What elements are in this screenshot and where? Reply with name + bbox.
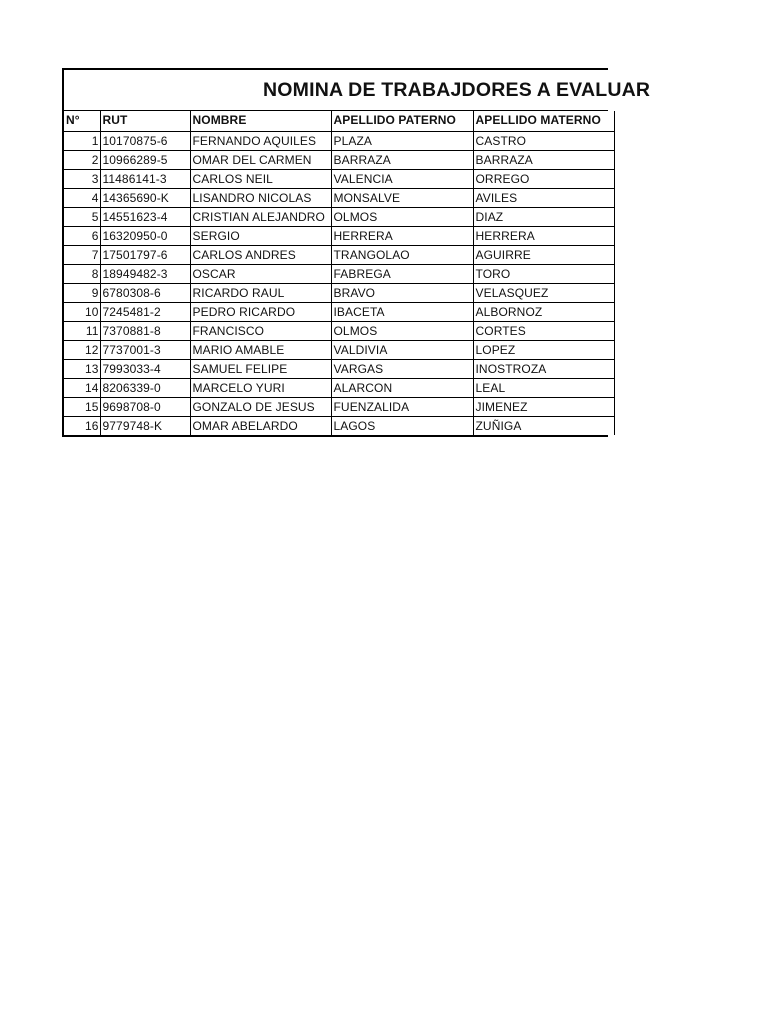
- cell-rut: 14365690-K: [100, 188, 190, 207]
- cell-apellido-materno: INOSTROZA: [473, 359, 614, 378]
- table-row: [64, 264, 614, 283]
- cell-nombre: OMAR ABELARDO: [190, 416, 331, 435]
- cell-rut: 17501797-6: [100, 245, 190, 264]
- cell-rut: 10170875-6: [100, 131, 190, 150]
- cell-rut: 14551623-4: [100, 207, 190, 226]
- cell-apellido-materno: LOPEZ: [473, 340, 614, 359]
- table-row: [64, 340, 614, 359]
- cell-nombre: FRANCISCO: [190, 321, 331, 340]
- cell-nombre: RICARDO RAUL: [190, 283, 331, 302]
- table-row: [64, 169, 614, 188]
- cell-rut: 7737001-3: [100, 340, 190, 359]
- cell-number: 2: [64, 150, 100, 169]
- cell-apellido-paterno: HERRERA: [331, 226, 473, 245]
- cell-apellido-paterno: IBACETA: [331, 302, 473, 321]
- sheet-title: NOMINA DE TRABAJDORES A EVALUAR: [263, 79, 651, 101]
- cell-number: 9: [64, 283, 100, 302]
- cell-apellido-paterno: MONSALVE: [331, 188, 473, 207]
- cell-rut: 10966289-5: [100, 150, 190, 169]
- cell-rut: 9779748-K: [100, 416, 190, 435]
- cell-apellido-materno: ZUÑIGA: [473, 416, 614, 435]
- cell-apellido-paterno: FABREGA: [331, 264, 473, 283]
- cell-nombre: SERGIO: [190, 226, 331, 245]
- cell-number: 8: [64, 264, 100, 283]
- cell-rut: 8206339-0: [100, 378, 190, 397]
- cell-nombre: FERNANDO AQUILES: [190, 131, 331, 150]
- cell-number: 10: [64, 302, 100, 321]
- cell-apellido-materno: HERRERA: [473, 226, 614, 245]
- header-number: N°: [64, 111, 100, 131]
- cell-apellido-materno: BARRAZA: [473, 150, 614, 169]
- cell-nombre: GONZALO DE JESUS: [190, 397, 331, 416]
- table-row: [64, 131, 614, 150]
- table-row: [64, 416, 614, 435]
- cell-rut: 18949482-3: [100, 264, 190, 283]
- cell-number: 12: [64, 340, 100, 359]
- table-row: [64, 378, 614, 397]
- cell-apellido-materno: CORTES: [473, 321, 614, 340]
- cell-apellido-paterno: OLMOS: [331, 207, 473, 226]
- cell-number: 14: [64, 378, 100, 397]
- cell-apellido-paterno: VALENCIA: [331, 169, 473, 188]
- cell-apellido-materno: DIAZ: [473, 207, 614, 226]
- cell-apellido-paterno: LAGOS: [331, 416, 473, 435]
- cell-nombre: MARCELO YURI: [190, 378, 331, 397]
- cell-number: 3: [64, 169, 100, 188]
- table-row: [64, 150, 614, 169]
- table-header: [64, 111, 614, 131]
- cell-rut: 6780308-6: [100, 283, 190, 302]
- cell-nombre: SAMUEL FELIPE: [190, 359, 331, 378]
- table-row: [64, 245, 614, 264]
- cell-rut: 7993033-4: [100, 359, 190, 378]
- table-row: [64, 359, 614, 378]
- cell-number: 11: [64, 321, 100, 340]
- cell-apellido-materno: VELASQUEZ: [473, 283, 614, 302]
- cell-apellido-materno: JIMENEZ: [473, 397, 614, 416]
- cell-apellido-paterno: FUENZALIDA: [331, 397, 473, 416]
- workers-table: [64, 111, 615, 435]
- cell-apellido-paterno: BARRAZA: [331, 150, 473, 169]
- cell-number: 16: [64, 416, 100, 435]
- header-rut: RUT: [100, 111, 190, 131]
- table-row: [64, 302, 614, 321]
- cell-nombre: CARLOS NEIL: [190, 169, 331, 188]
- table-row: [64, 283, 614, 302]
- cell-nombre: PEDRO RICARDO: [190, 302, 331, 321]
- cell-number: 15: [64, 397, 100, 416]
- table-row: [64, 226, 614, 245]
- cell-rut: 9698708-0: [100, 397, 190, 416]
- cell-apellido-paterno: VALDIVIA: [331, 340, 473, 359]
- cell-rut: 7370881-8: [100, 321, 190, 340]
- title-row: [64, 70, 651, 111]
- cell-apellido-materno: AGUIRRE: [473, 245, 614, 264]
- cell-apellido-paterno: ALARCON: [331, 378, 473, 397]
- cell-rut: 11486141-3: [100, 169, 190, 188]
- cell-apellido-paterno: OLMOS: [331, 321, 473, 340]
- cell-apellido-materno: CASTRO: [473, 131, 614, 150]
- table-body: [64, 131, 614, 435]
- table-row: [64, 321, 614, 340]
- cell-apellido-materno: ALBORNOZ: [473, 302, 614, 321]
- header-row: [64, 111, 614, 131]
- cell-number: 1: [64, 131, 100, 150]
- cell-apellido-paterno: PLAZA: [331, 131, 473, 150]
- header-apellido-paterno: APELLIDO PATERNO: [331, 111, 473, 131]
- cell-nombre: OMAR DEL CARMEN: [190, 150, 331, 169]
- cell-number: 13: [64, 359, 100, 378]
- cell-apellido-materno: AVILES: [473, 188, 614, 207]
- cell-nombre: CARLOS ANDRES: [190, 245, 331, 264]
- cell-number: 5: [64, 207, 100, 226]
- table-row: [64, 188, 614, 207]
- cell-nombre: CRISTIAN ALEJANDRO: [190, 207, 331, 226]
- header-nombre: NOMBRE: [190, 111, 331, 131]
- cell-apellido-paterno: TRANGOLAO: [331, 245, 473, 264]
- worksheet-table: [62, 68, 651, 437]
- cell-apellido-paterno: VARGAS: [331, 359, 473, 378]
- cell-nombre: OSCAR: [190, 264, 331, 283]
- cell-number: 4: [64, 188, 100, 207]
- cell-apellido-materno: TORO: [473, 264, 614, 283]
- cell-nombre: MARIO AMABLE: [190, 340, 331, 359]
- table-row: [64, 207, 614, 226]
- cell-apellido-materno: LEAL: [473, 378, 614, 397]
- cell-nombre: LISANDRO NICOLAS: [190, 188, 331, 207]
- cell-number: 6: [64, 226, 100, 245]
- cell-number: 7: [64, 245, 100, 264]
- table-row: [64, 397, 614, 416]
- cell-rut: 7245481-2: [100, 302, 190, 321]
- cell-apellido-materno: ORREGO: [473, 169, 614, 188]
- header-apellido-materno: APELLIDO MATERNO: [473, 111, 614, 131]
- cell-rut: 16320950-0: [100, 226, 190, 245]
- cell-apellido-paterno: BRAVO: [331, 283, 473, 302]
